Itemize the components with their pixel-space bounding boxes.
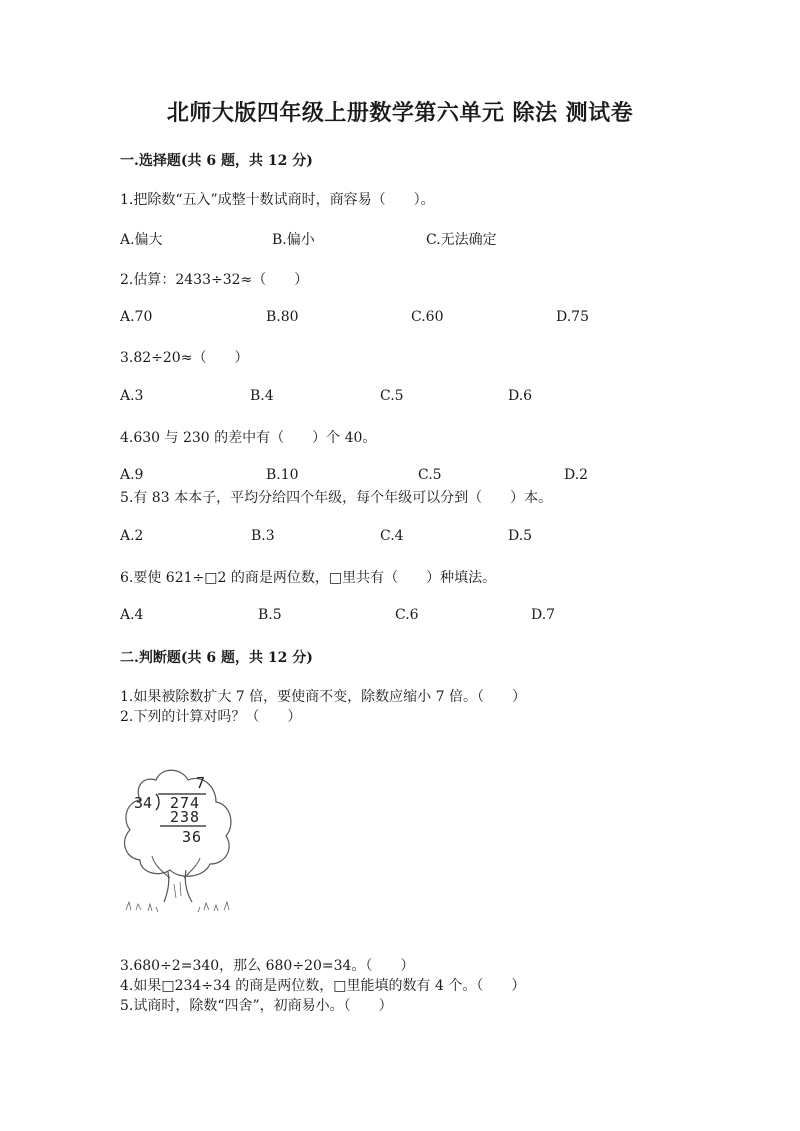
division-quotient: 7 [196,774,206,792]
q6-option-b: B.5 [258,607,282,623]
q4-option-c: C.5 [418,467,442,483]
q3-option-c: C.5 [380,388,404,404]
q2-option-d: D.75 [556,309,589,325]
question-3-stem: 3.82÷20≈（ ） [120,350,249,366]
q2-option-b: B.80 [266,309,299,325]
tree-illustration [118,760,238,915]
section-heading-judge: 二.判断题(共 6 题，共 12 分) [120,650,313,666]
q3-option-b: B.4 [250,388,274,404]
division-dividend: 274 [170,794,201,812]
q5-option-b: B.3 [251,528,275,544]
judge-item-2: 2.下列的计算对吗？（ ） [120,709,302,725]
division-product: 238 [170,808,201,826]
q6-option-a: A.4 [120,607,144,623]
tree-division-figure [118,760,238,915]
q5-option-d: D.5 [508,528,533,544]
q6-option-d: D.7 [531,607,556,623]
question-2-stem: 2.估算：2433÷32≈（ ） [120,272,309,288]
q2-option-c: C.60 [411,309,444,325]
q4-option-b: B.10 [266,467,299,483]
q3-option-d: D.6 [508,388,533,404]
q4-option-d: D.2 [564,467,589,483]
q1-option-b: B.偏小 [272,232,315,248]
q6-option-c: C.6 [395,607,419,623]
division-remainder: 36 [182,828,203,846]
judge-item-4: 4.如果□234÷34 的商是两位数，□里能填的数有 4 个。（ ） [120,978,526,994]
q5-option-c: C.4 [380,528,404,544]
q1-option-c: C.无法确定 [426,232,497,248]
page-title: 北师大版四年级上册数学第六单元 除法 测试卷 [166,100,634,126]
q2-option-a: A.70 [120,309,153,325]
section-heading-choice: 一.选择题(共 6 题，共 12 分) [120,153,313,169]
q5-option-a: A.2 [120,528,144,544]
question-1-stem: 1.把除数“五入”成整十数试商时，商容易（ ）。 [120,192,435,208]
q1-option-a: A.偏大 [120,232,163,248]
judge-item-3: 3.680÷2=340，那么 680÷20=34。（ ） [120,958,415,974]
question-4-stem: 4.630 与 230 的差中有（ ）个 40。 [120,430,377,446]
question-6-stem: 6.要使 621÷□2 的商是两位数，□里共有（ ）种填法。 [120,570,497,586]
division-divisor: 34 [134,794,153,812]
judge-item-5: 5.试商时，除数“四舍”，初商易小。（ ） [120,998,393,1014]
q4-option-a: A.9 [120,467,144,483]
judge-item-1: 1.如果被除数扩大 7 倍，要使商不变，除数应缩小 7 倍。（ ） [120,689,526,705]
q3-option-a: A.3 [120,388,144,404]
question-5-stem: 5.有 83 本本子，平均分给四个年级，每个年级可以分到（ ）本。 [120,490,553,506]
